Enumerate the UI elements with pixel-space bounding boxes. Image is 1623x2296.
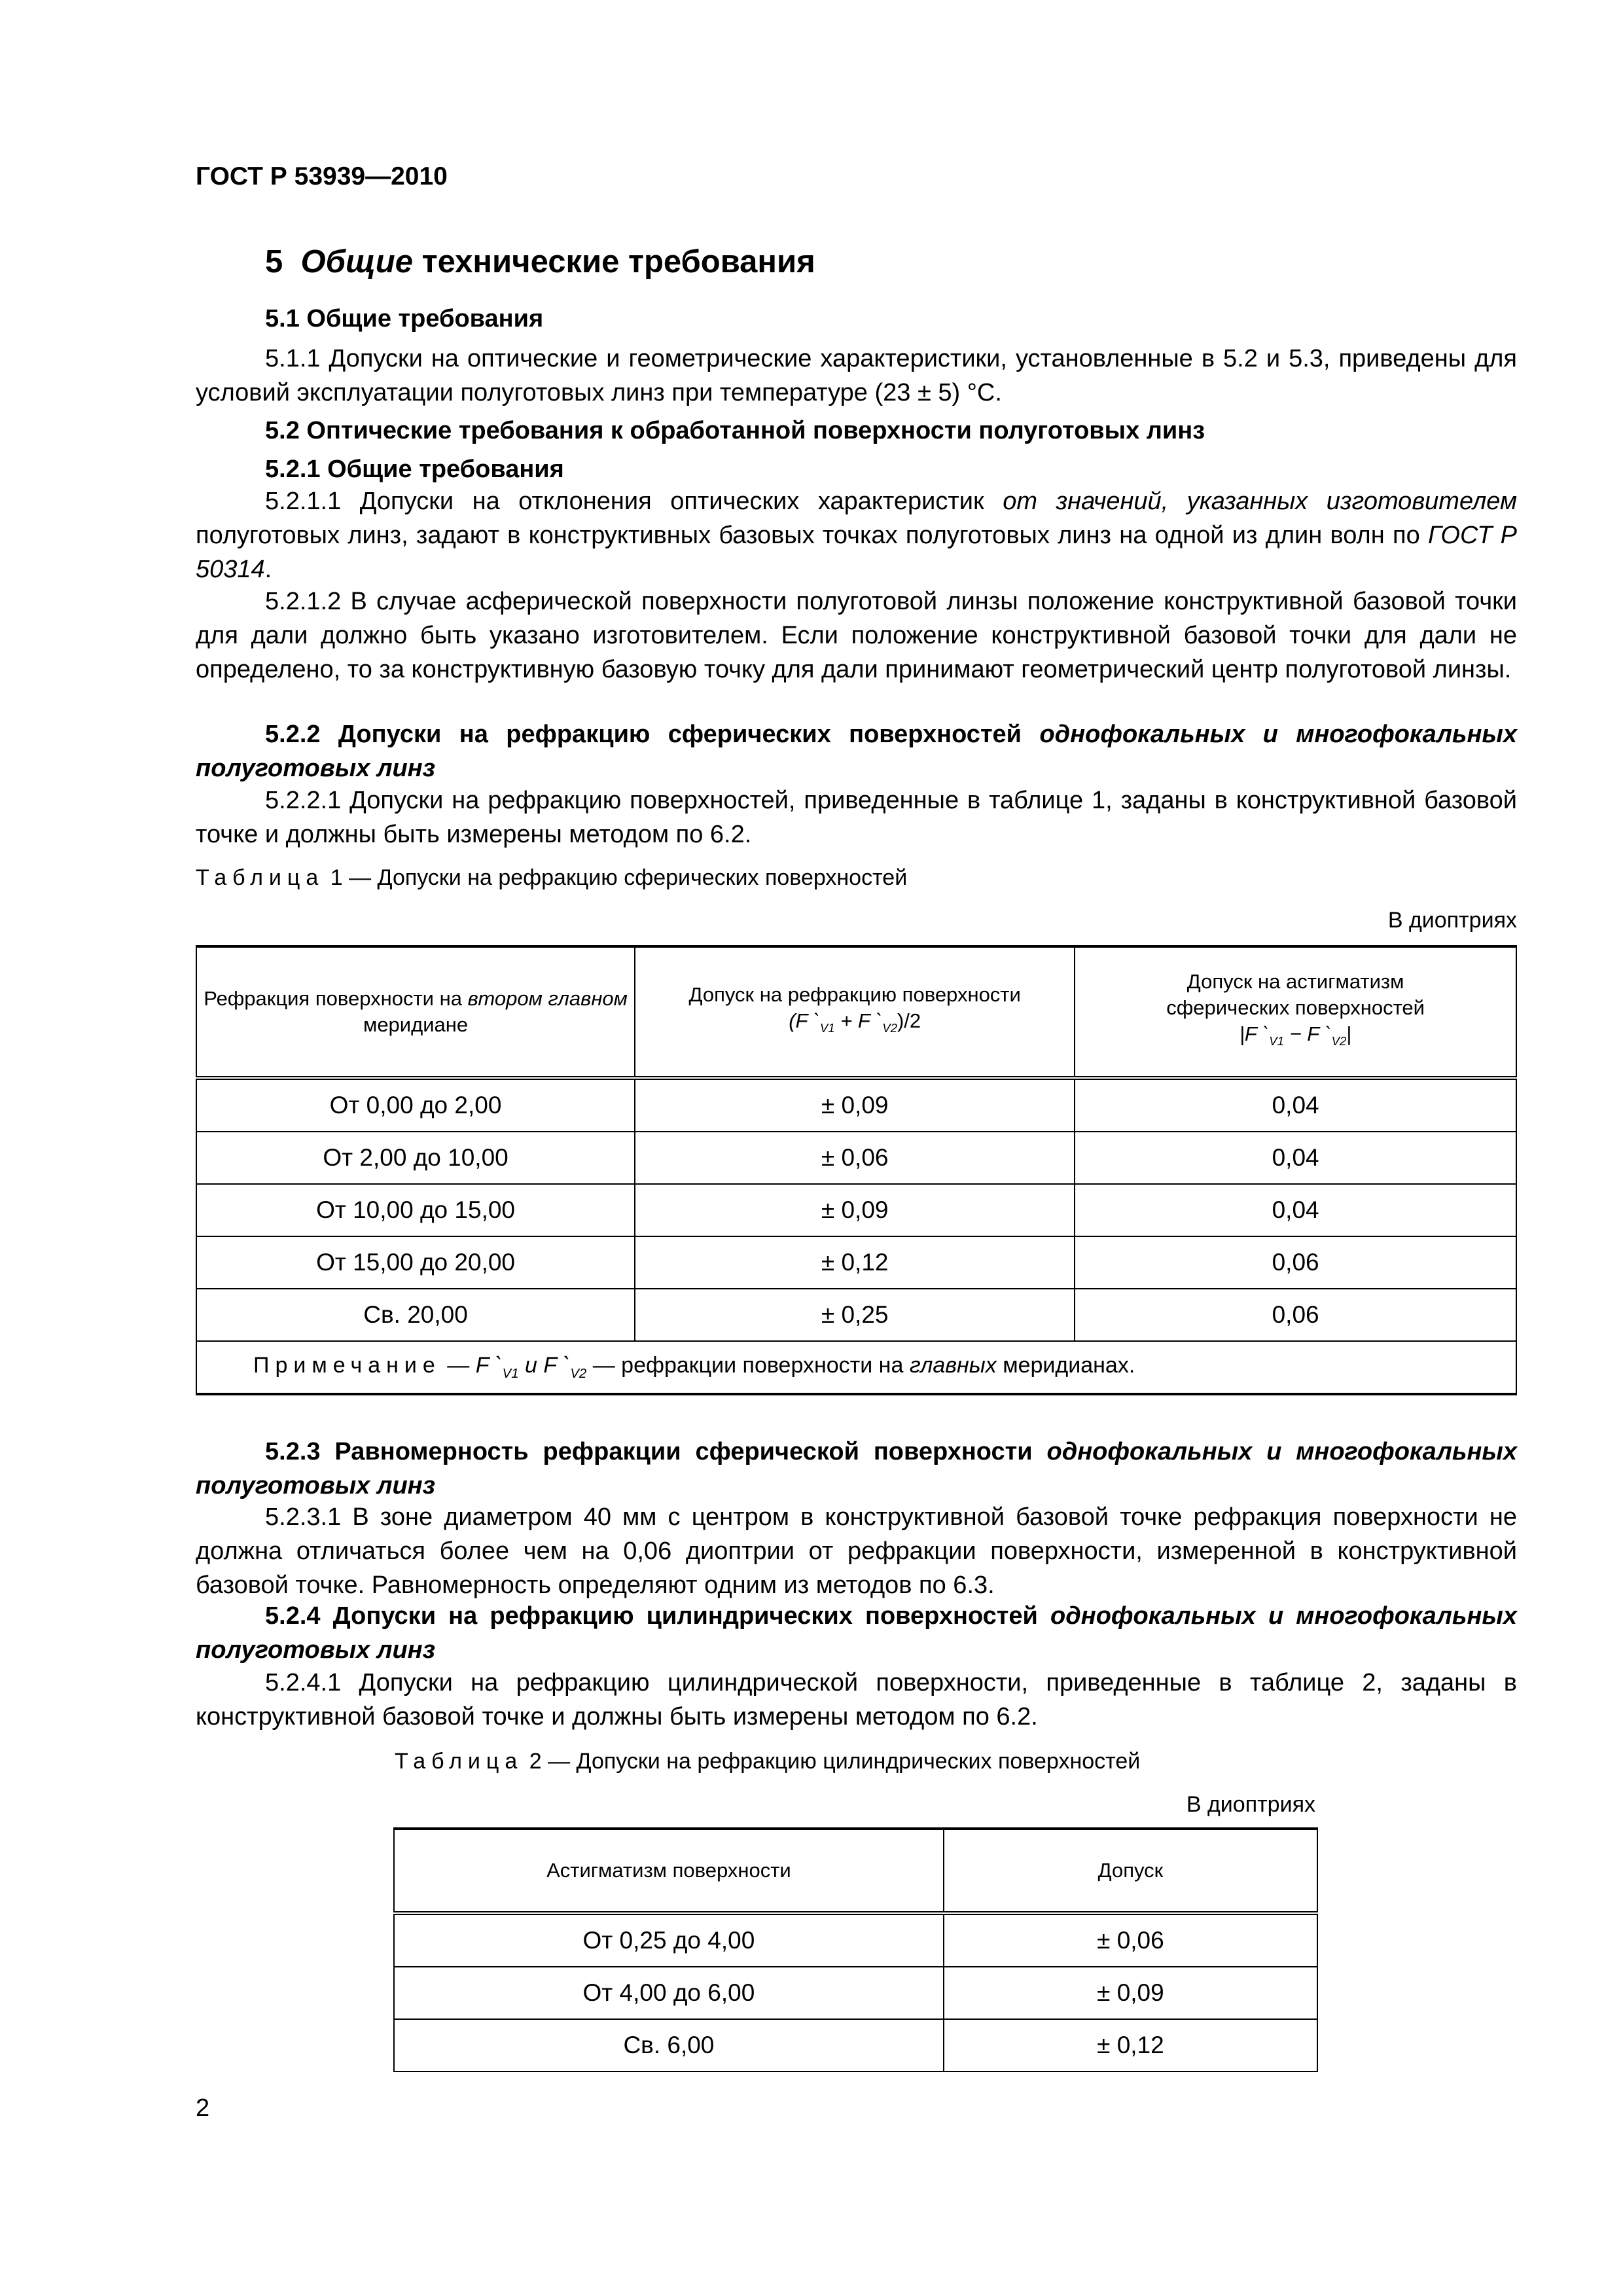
table-cell: ± 0,06 [944,1913,1317,1967]
paragraph-5-2-2-1 [196,783,1517,852]
table-cell: ± 0,09 [635,1078,1075,1132]
paragraph-text: ГОСТ Р 50314 [196,522,1518,583]
text-fragment: V2 [570,1366,587,1381]
paragraph-5-1-1 [196,342,1517,410]
table-cell: От 10,00 до 15,00 [196,1184,635,1236]
paragraph-text: 5.2.4 Допуски на рефракцию цилиндрических поверхностей [265,1602,1051,1630]
text-fragment: V1 [1269,1034,1284,1049]
text-fragment: Допуск на астигматизм сферических поверхностей [1166,970,1425,1020]
paragraph-text: 5.2.4.1 Допуски на рефракцию цилиндрической поверхности, приведенные в таблице 2, заданы в конструктивной базовой точке и должны быть измерены методом по 6.2. [196,1669,1517,1731]
paragraph-5-2-1 [196,452,1517,486]
text-fragment: главных [909,1353,997,1378]
paragraph-5-2-1-1 [196,484,1517,586]
table-2 [393,1827,1318,2072]
paragraph-5-2-3-1 [196,1500,1517,1602]
header-cell: Допуск [944,1829,1317,1913]
table-cell: 0,06 [1075,1289,1516,1341]
paragraph-text: 5.2.3 Равномерность рефракции сферической поверхности [265,1438,1047,1465]
paragraph-text: 5.2.2 Допуски на рефракцию сферических поверхностей [265,721,1040,748]
text-fragment: (F ` [789,1009,820,1033]
paragraph-text: однофокальных и многофокальных полуготовых линз [196,1438,1517,1499]
text-fragment: меридиане [363,1013,469,1036]
text-fragment: )/2 [897,1009,921,1033]
text-fragment: V2 [1331,1034,1347,1049]
table-row [196,1132,1516,1184]
paragraph-text: от значений, указанных изготовителем [1003,488,1518,515]
section-title [265,243,815,280]
page-number: 2 [196,2094,210,2122]
paragraph-text: 5.2.3.1 В зоне диаметром 40 мм с центром в конструктивной базовой точке рефракция поверхности не должна отличаться более чем на 0,06 диоптрии от рефракции поверхности, измеренной в конструктивной базовой точке. Равномерность определяют одним из методов по 6.3. [196,1503,1517,1599]
table-row [196,1236,1516,1289]
paragraph-5-2-4-1 [196,1666,1517,1734]
header-cell [1075,946,1516,1078]
table-note [196,1341,1516,1394]
table-cell: От 15,00 до 20,00 [196,1236,635,1289]
paragraph-text: 5.2.1.1 Допуски на отклонения оптических характеристик [265,488,1003,515]
table-cell: Св. 20,00 [196,1289,635,1341]
table-1 [196,945,1517,1395]
table-cell: 0,04 [1075,1132,1516,1184]
table-cell: От 2,00 до 10,00 [196,1132,635,1184]
table-row [196,1289,1516,1341]
table1-units: В диоптриях [1387,908,1517,933]
text-fragment: Допуск на рефракцию поверхности [688,983,1021,1007]
caption-label: Таблица [196,865,325,890]
paragraph-text: однофокальных и многофокальных полуготовых линз [196,1602,1517,1664]
table-cell: ± 0,09 [944,1967,1317,2019]
text-fragment: − F ` [1283,1022,1332,1046]
caption-text: 2 — Допуски на рефракцию цилиндрических поверхностей [523,1749,1141,1774]
header-cell: Астигматизм поверхности [394,1829,944,1913]
paragraph-text: 5.1 Общие требования [265,305,544,332]
paragraph-text: 5.2 Оптические требования к обработанной поверхности полуготовых линз [265,417,1205,444]
section-title-rest: технические требования [412,244,815,279]
text-fragment: меридианах. [996,1353,1135,1378]
text-fragment: втором главном [467,987,628,1010]
paragraph-5-1 [196,302,1517,336]
table-cell: ± 0,06 [635,1132,1075,1184]
table-cell: ± 0,25 [635,1289,1075,1341]
header-cell [635,946,1075,1078]
caption-text: 1 — Допуски на рефракцию сферических поверхностей [324,865,908,890]
table-cell: От 4,00 до 6,00 [394,1967,944,2019]
header-cell [196,946,635,1078]
paragraph-text: 5.2.1.2 В случае асферической поверхности полуготовой линзы положение конструктивной базовой точки для дали должно быть указано изготовителем. Если положение конструктивной базовой точки для дали не определено, то за конструктивную базовую точку для дали принимают геометрический центр полуготовой линзы. [196,588,1517,683]
table-row [394,1967,1317,2019]
text-fragment: |F ` [1239,1022,1270,1046]
paragraph-5-2 [196,414,1517,448]
table-row [394,2019,1317,2072]
table-cell: ± 0,12 [635,1236,1075,1289]
text-fragment: Рефракция поверхности на [204,987,468,1010]
caption-label: Таблица [395,1749,524,1774]
table-row [196,1184,1516,1236]
text-fragment: V2 [882,1021,897,1035]
text-fragment: V1 [819,1021,835,1035]
paragraph-text: полуготовых линз, задают в конструктивных базовых точках полуготовых линз на одной из длин волн по [196,522,1429,549]
table1-caption [196,865,907,891]
paragraph-text: однофокальных и многофокальных полуготовых линз [196,721,1517,782]
table-cell: От 0,25 до 4,00 [394,1913,944,1967]
paragraph-text: 5.1.1 Допуски на оптические и геометрические характеристики, установленные в 5.2 и 5.3, приведены для условий эксплуатации полуготовых линз при температуре (23 ± 5) °С. [196,345,1517,406]
text-fragment: Примечание [253,1353,441,1378]
table2-caption [395,1749,1140,1774]
section-title-italic: Общие [300,244,413,279]
text-fragment: + F ` [834,1009,883,1033]
text-fragment: — рефракции поверхности на [586,1353,910,1378]
text-fragment: и F ` [518,1353,571,1378]
paragraph-text: 5.2.2.1 Допуски на рефракцию поверхностей, приведенные в таблице 1, заданы в конструктивной базовой точке и должны быть измерены методом по 6.2. [196,787,1517,848]
table-cell: От 0,00 до 2,00 [196,1078,635,1132]
text-fragment: V1 [502,1366,519,1381]
table-row [394,1913,1317,1967]
table-header-row [394,1829,1317,1913]
table-cell: 0,04 [1075,1184,1516,1236]
table-cell: ± 0,09 [635,1184,1075,1236]
table-cell: 0,04 [1075,1078,1516,1132]
table-row [196,1078,1516,1132]
paragraph-5-2-2 [196,717,1517,785]
section-number: 5 [265,244,283,279]
document-header: ГОСТ Р 53939—2010 [196,162,448,190]
table-note-row [196,1341,1516,1394]
table-header-row [196,946,1516,1078]
paragraph-text: 5.2.1 Общие требования [265,456,564,483]
table-cell: 0,06 [1075,1236,1516,1289]
table2-units: В диоптриях [1186,1792,1315,1817]
text-fragment: | [1346,1022,1352,1046]
paragraph-5-2-3 [196,1435,1517,1503]
table-cell: ± 0,12 [944,2019,1317,2072]
paragraph-5-2-1-2 [196,584,1517,687]
text-fragment: — F ` [440,1353,503,1378]
paragraph-text: . [264,556,272,583]
table-cell: Св. 6,00 [394,2019,944,2072]
paragraph-5-2-4 [196,1599,1517,1667]
